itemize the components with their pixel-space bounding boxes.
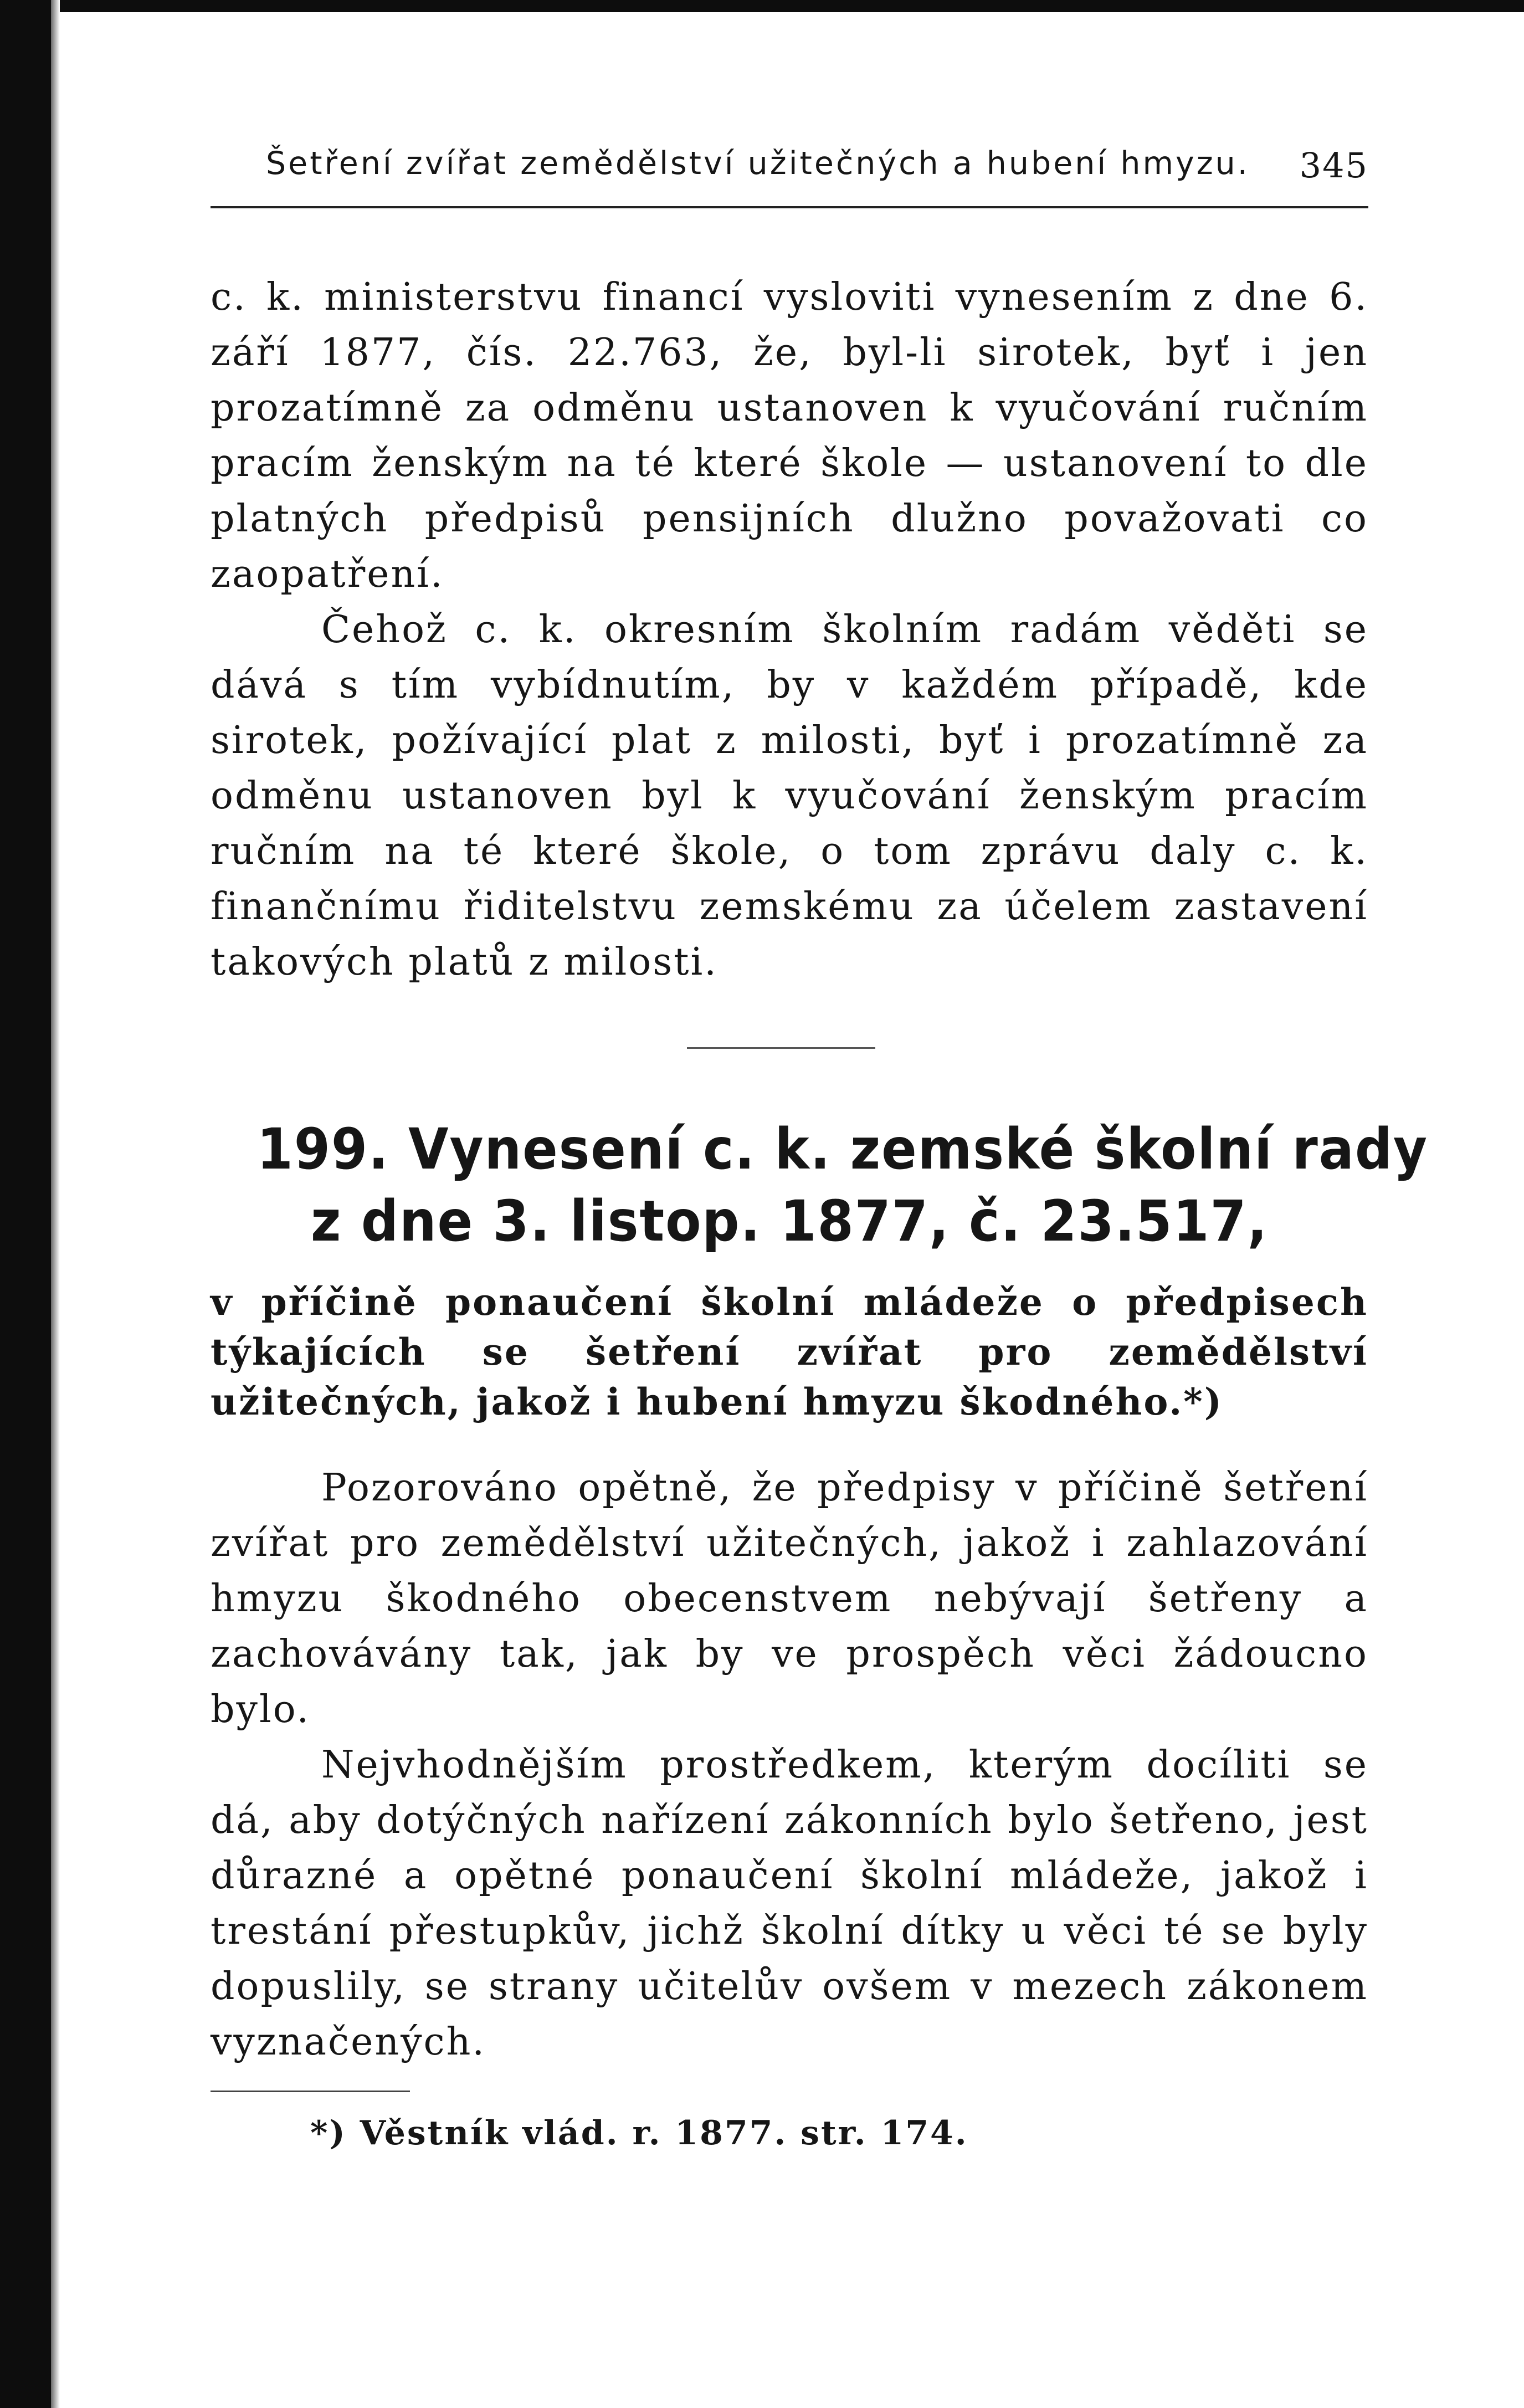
paragraph-instruction: Čehož c. k. okresním školním radám věděti se dává s tím vybídnutím, by v každém případě, kde sirotek, požívající plat z milosti, byť i prozatímně za odměnu ustanoven byl k vyučování ženským pracím ručním na té které škole, o tom zprávu daly c. k. finančnímu řiditelstvu zemskému za účelem zastavení takových platů z milosti.	[211, 608, 1368, 984]
running-head-title: Šetření zvířat zemědělství užitečných a hubení hmyzu.	[266, 145, 1250, 182]
section-divider	[687, 1047, 875, 1049]
book-page	[211, 0, 1428, 2408]
scan-border-shadow	[51, 0, 60, 2408]
paragraph-observation: Pozorováno opětně, že předpisy v příčině šetření zvířat pro zemědělství užitečných, jakož i zahlazování hmyzu škodného obecenstvem nebývají šetřeny a zachovávány tak, jak by ve prospěch věci žádoucno bylo.	[211, 1466, 1368, 1731]
header-rule	[211, 206, 1368, 208]
scan-border-left	[0, 0, 51, 2408]
continued-text	[211, 270, 1368, 990]
running-head	[266, 145, 1368, 195]
footnote: *) Věstník vlád. r. 1877. str. 174.	[310, 2114, 968, 2153]
page-number: 345	[1299, 145, 1368, 186]
paragraph-continued: c. k. ministerstvu financí vysloviti vynesením z dne 6. září 1877, čís. 22.763, že, byl-li sirotek, byť i jen prozatímně za odměnu ustanoven k vyučování ručním pracím ženským na té které škole — ustanovení to dle platných předpisů pensijních dlužno považovati co zaopatření.	[211, 275, 1368, 596]
section-subheading: v příčině ponaučení školní mládeže o předpisech týkajících se šetření zvířat pro zemědělství užitečných, jakož i hubení hmyzu škodného.*)	[211, 1280, 1368, 1423]
section-heading-line1: 199. Vynesení c. k. zemské školní rady	[256, 1116, 1428, 1182]
section-heading	[256, 1114, 1428, 1258]
section-body	[211, 1461, 1368, 2070]
paragraph-remedy: Nejvhodnějším prostředkem, kterým docíliti se dá, aby dotýčných nařízení zákonních bylo šetřeno, jest důrazné a opětné ponaučení školní mládeže, jakož i trestání přestupkův, jichž školní dítky u věci té se byly dopuslily, se strany učitelův ovšem v mezech zákonem vyznačených.	[211, 1743, 1368, 2064]
footnote-rule	[211, 2091, 410, 2092]
section-heading-line2: z dne 3. listop. 1877, č. 23.517,	[310, 1188, 1269, 1254]
